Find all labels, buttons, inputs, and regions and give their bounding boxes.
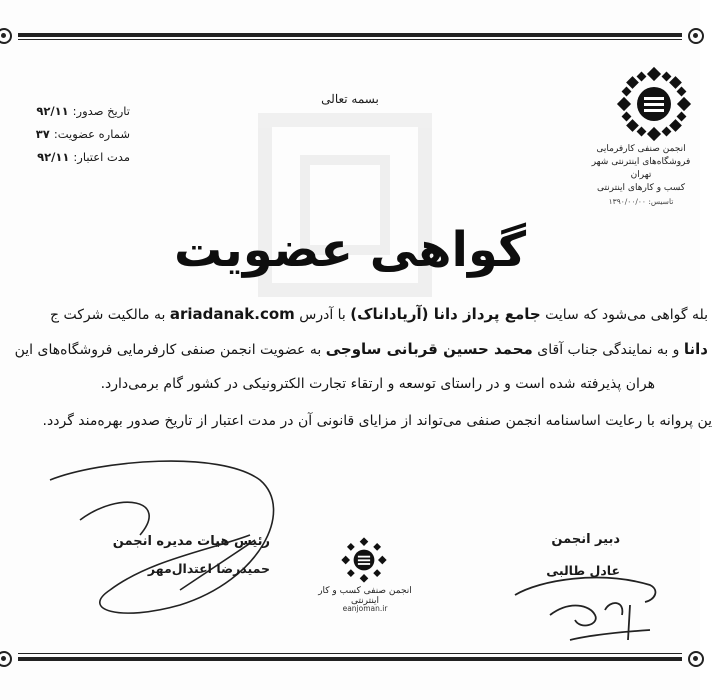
- seal-text: انجمن صنفی کسب و کار اینترنتی: [318, 586, 412, 606]
- body-line-2-part-a: دانا: [683, 340, 708, 358]
- corner-ornament-bottom-left: [0, 651, 12, 667]
- body-line-1-part-b: با آدرس: [299, 307, 346, 323]
- validity-row: [0, 150, 130, 173]
- validity-value: ۹۲/۱۱: [37, 150, 70, 164]
- seal-emblem-icon: [342, 538, 386, 582]
- corner-ornament-top-right: [688, 28, 704, 44]
- bismillah-heading: بسمه تعالی: [321, 92, 379, 106]
- body-line-1: [50, 305, 708, 323]
- chair-signature-block: [90, 534, 270, 576]
- body-line-2-part-b: و به نمایندگی جناب آقای: [537, 342, 680, 358]
- frame-top-inner-border: [18, 39, 682, 40]
- corner-ornament-top-left: [0, 28, 12, 44]
- body-line-3: هران پذیرفته شده است و در راستای توسعه و ارتقاء تجارت الکترونیکی در کشور گام برمی‌دارد.: [100, 376, 655, 392]
- site-name: جامع پرداز دانا (آریاداناک): [350, 305, 541, 323]
- logo-caption-line-2: کسب و کارهای اینترنتی: [596, 183, 686, 193]
- frame-bottom-inner-border: [18, 653, 682, 654]
- secretary-title: دبیر انجمن: [551, 532, 620, 547]
- association-emblem-icon: [618, 68, 690, 140]
- frame-top-border: [18, 33, 682, 37]
- representative-name: محمد حسین قربانی ساوجی: [325, 340, 533, 358]
- body-line-2: [15, 340, 708, 358]
- body-line-1-part-a: بله گواهی می‌شود که سایت: [545, 307, 708, 323]
- issue-date-value: ۹۲/۱۱: [36, 104, 69, 118]
- membership-number-row: [0, 127, 130, 150]
- logo-caption-line-3: تاسیس: ۱۳۹۰/۰۰/۰۰: [608, 197, 674, 206]
- body-line-1-part-c: به مالکیت شرکت ج: [49, 307, 166, 323]
- association-logo-caption: [582, 143, 700, 208]
- certificate-title: گواهی عضویت: [173, 222, 527, 278]
- corner-ornament-bottom-right: [688, 651, 704, 667]
- membership-number-value: ۳۷: [35, 127, 50, 141]
- seal-url: eanjoman.ir: [342, 604, 388, 613]
- body-line-4: ین پروانه با رعایت اساسنامه انجمن صنفی می‌تواند از مزایای قانونی آن در مدت اعتبار از تاریخ صدور بهره‌مند گردد.: [42, 413, 712, 429]
- logo-caption-line-1: انجمن صنفی کارفرمایی فروشگاه‌های اینترنتی شهر تهران: [591, 144, 691, 180]
- frame-bottom-border: [18, 657, 682, 661]
- association-seal: [310, 538, 420, 628]
- secretary-name: عادل طالبی: [546, 563, 620, 578]
- membership-number-label: شماره عضویت:: [53, 127, 130, 141]
- body-line-2-part-c: به عضویت انجمن صنفی کارفرمایی فروشگاه‌های این: [14, 342, 322, 358]
- validity-label: مدت اعتبار:: [73, 150, 130, 164]
- issue-date-label: تاریخ صدور:: [72, 104, 130, 118]
- chair-name: حمیدرضا اعتدال‌مهر: [147, 561, 270, 576]
- secretary-signature-block: [510, 532, 620, 578]
- site-url: ariadanak.com: [169, 305, 295, 323]
- chair-title: رئیس هیات مدیره انجمن: [112, 534, 270, 549]
- certificate-body: [0, 296, 712, 486]
- issue-date-row: [0, 104, 130, 127]
- issue-info: [0, 104, 130, 174]
